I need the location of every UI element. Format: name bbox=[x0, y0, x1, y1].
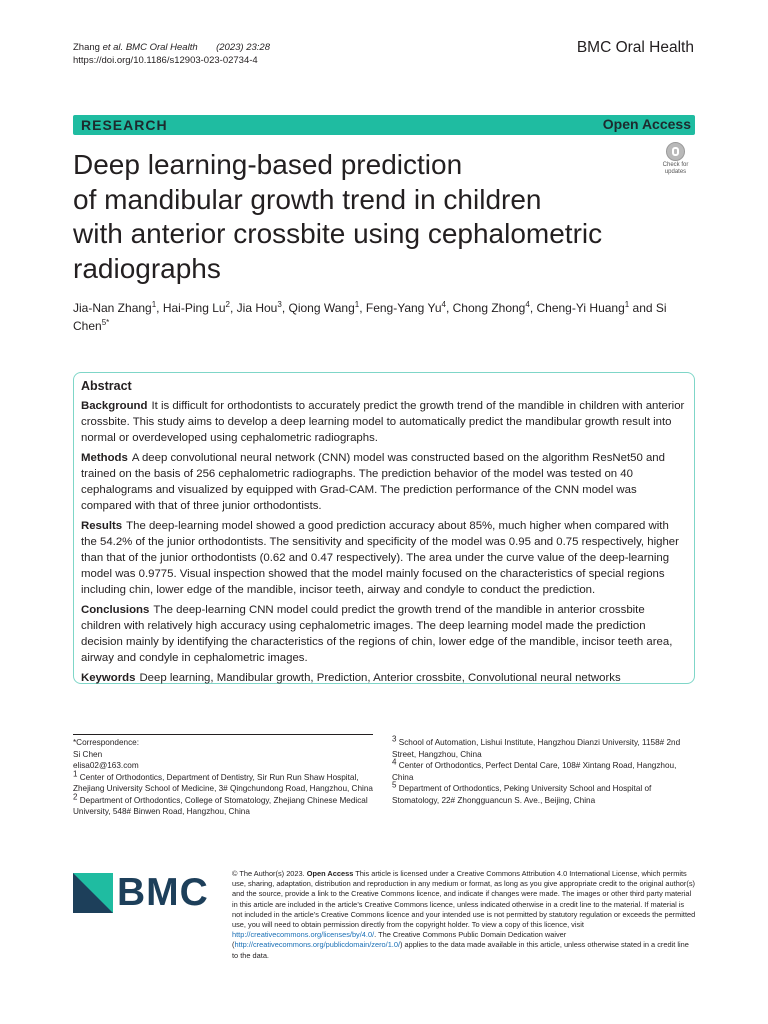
footnotes-left bbox=[73, 737, 373, 818]
correspondence-name: Si Chen bbox=[73, 749, 103, 759]
affiliation: $^2$ Department of Orthodontics, College of Stomatology, Zhejiang Chinese Medical University, 548# Binwen Road, Hangzhou, China bbox=[73, 791, 368, 816]
author[interactable]: Qiong Wang$^1$ bbox=[288, 300, 360, 315]
author[interactable]: Chong Zhong$^4$ bbox=[452, 300, 530, 315]
title-line: with anterior crossbite using cephalometric bbox=[73, 218, 603, 249]
license-text: © The Author(s) 2023. Open Access This article is licensed under a Creative Commons Attribution 4.0 International License, which permits use, sharing, adaptation, distribution and reproduction in any medium or format, as long as you give appropriate credit to the original author(s) and the source, provide a link to the Creative Commons licence, and indicate if changes were made. The images or other third party material in this article are included in the article’s Creative Commons licence, unless indicated otherwise in a credit line to the material. If material is not included in the article’s Creative Commons licence and your intended use is not permitted by statutory regulation or exceeds the permitted use, you will need to obtain permission directly from the copyright holder. To view a copy of this licence, visit http://creativecommons.org/licenses/by/4.0/. The Creative Commons Public Domain Dedication waiver (http://creativecommons.org/publicdomain/zero/1.0/) applies to the data made available in this article, unless otherwise stated in a credit line to the data. bbox=[232, 869, 696, 960]
bmc-logo-text: BMC bbox=[117, 871, 209, 914]
affiliation: $^1$ Center of Orthodontics, Department of Dentistry, Sir Run Run Shaw Hospital, Zhejiang University School of Medicine, 3# Qingchundong Road, Hangzhou, China bbox=[73, 768, 373, 793]
author[interactable]: Hai-Ping Lu$^2$ bbox=[162, 300, 230, 315]
footnote-divider bbox=[73, 734, 373, 735]
abstract-heading: Abstract bbox=[81, 379, 132, 393]
badge-text: updates bbox=[664, 169, 687, 175]
abstract-body bbox=[81, 398, 687, 690]
license-link[interactable]: http://creativecommons.org/licenses/by/4.0/ bbox=[232, 930, 375, 940]
abstract-keywords: Keywords Deep learning, Mandibular growth, Prediction, Anterior crossbite, Convolutional neural networks bbox=[81, 672, 621, 684]
title-line: of mandibular growth trend in children bbox=[73, 183, 542, 215]
author[interactable]: Jia Hou$^3$ bbox=[236, 300, 282, 315]
running-header bbox=[73, 41, 270, 67]
correspondence-label: *Correspondence: bbox=[73, 738, 139, 747]
correspondence-email[interactable]: elisa02@163.com bbox=[73, 761, 139, 770]
author[interactable]: Feng-Yang Yu$^4$ bbox=[365, 300, 446, 315]
affiliation: $^5$ Department of Orthodontics, Peking University School and Hospital of Stomatology, 22# Zhongguancun S. Ave., Beijing, China bbox=[392, 780, 652, 805]
citation-year: (2023) 23:28 bbox=[216, 42, 270, 53]
affiliation: $^4$ Center of Orthodontics, Perfect Dental Care, 108# Xintang Road, Hangzhou, China bbox=[392, 757, 677, 782]
badge-text: Check for bbox=[662, 162, 689, 168]
author[interactable]: Jia-Nan Zhang$^1$ bbox=[73, 300, 157, 315]
abstract-section: Results The deep-learning model showed a good prediction accuracy about 85%, much higher when compared with the 54.2% of the junior orthodontists. The sensitivity and specificity of the model was 0.95 and 0.75 respectively, higher than that of the junior orthodontists (0.62 and 0.47 respectively). The area under the curve value of the deep-learning model was 0.9775. Visual inspection showed that the model mainly focused on the characteristics of special regions including chin, lower edge of the mandible, incisor teeth, airway and condyle to conduct the prediction. bbox=[81, 520, 679, 596]
title-line: Deep learning-based prediction bbox=[73, 149, 463, 180]
update-check-icon bbox=[666, 142, 685, 161]
bmc-logo bbox=[73, 873, 215, 913]
citation-authors: Zhang bbox=[73, 42, 100, 53]
abstract-section: Background It is difficult for orthodontists to accurately predict the growth trend of the mandible in children with anterior crossbite. This study aims to develop a deep learning model to automatically predict the mandibular growth result into normal or overdeveloped using cephalometric radiographs. bbox=[81, 400, 685, 444]
abstract-section: Methods A deep convolutional neural network (CNN) model was constructed based on the algorithm ResNet50 and trained on the basis of 256 cephalometric radiographs. The prediction behavior of the model was tested on 40 cephalograms and visualized by equipped with Grad-CAM. The prediction performance of the CNN model was compared with that of three junior orthodontists. bbox=[81, 452, 665, 512]
author[interactable]: Cheng-Yi Huang$^1$ bbox=[536, 300, 630, 315]
affiliation: $^3$ School of Automation, Lishui Institute, Hangzhou Dianzi University, 1158# 2nd Street, Hangzhou, China bbox=[392, 734, 681, 759]
section-label: RESEARCH bbox=[81, 117, 168, 133]
journal-name: BMC Oral Health bbox=[576, 39, 694, 56]
check-for-updates-badge[interactable] bbox=[656, 140, 695, 180]
abstract-section: Conclusions The deep-learning CNN model could predict the growth trend of the mandible in anterior crossbite children with relatively high accuracy using cephalometric images. The deep learning model made the prediction decision mainly by identifying the characteristics of the regions of chin, lower edge of the mandible, incisor teeth area, airway and condyle in cephalometric images. bbox=[81, 604, 673, 664]
title-line: radiographs bbox=[73, 252, 221, 284]
public-domain-link[interactable]: http://creativecommons.org/publicdomain/zero/1.0/ bbox=[234, 940, 401, 950]
author-list: Jia-Nan Zhang$^1$, Hai-Ping Lu$^2$, Jia Hou$^3$, Qiong Wang$^1$, Feng-Yang Yu$^4$, Chong Zhong$^4$, Cheng-Yi Huang$^1$ and Si Chen$^{5*}$ bbox=[73, 300, 667, 333]
open-access-label: Open Access bbox=[602, 116, 691, 132]
author[interactable]: Si Chen$^{5*}$ bbox=[73, 301, 667, 333]
footnotes-right bbox=[392, 734, 692, 806]
doi-link[interactable]: https://doi.org/10.1186/s12903-023-02734-4 bbox=[73, 55, 258, 66]
article-title bbox=[73, 148, 643, 286]
bmc-logo-icon bbox=[73, 873, 113, 913]
citation-journal: et al. BMC Oral Health bbox=[102, 42, 198, 53]
